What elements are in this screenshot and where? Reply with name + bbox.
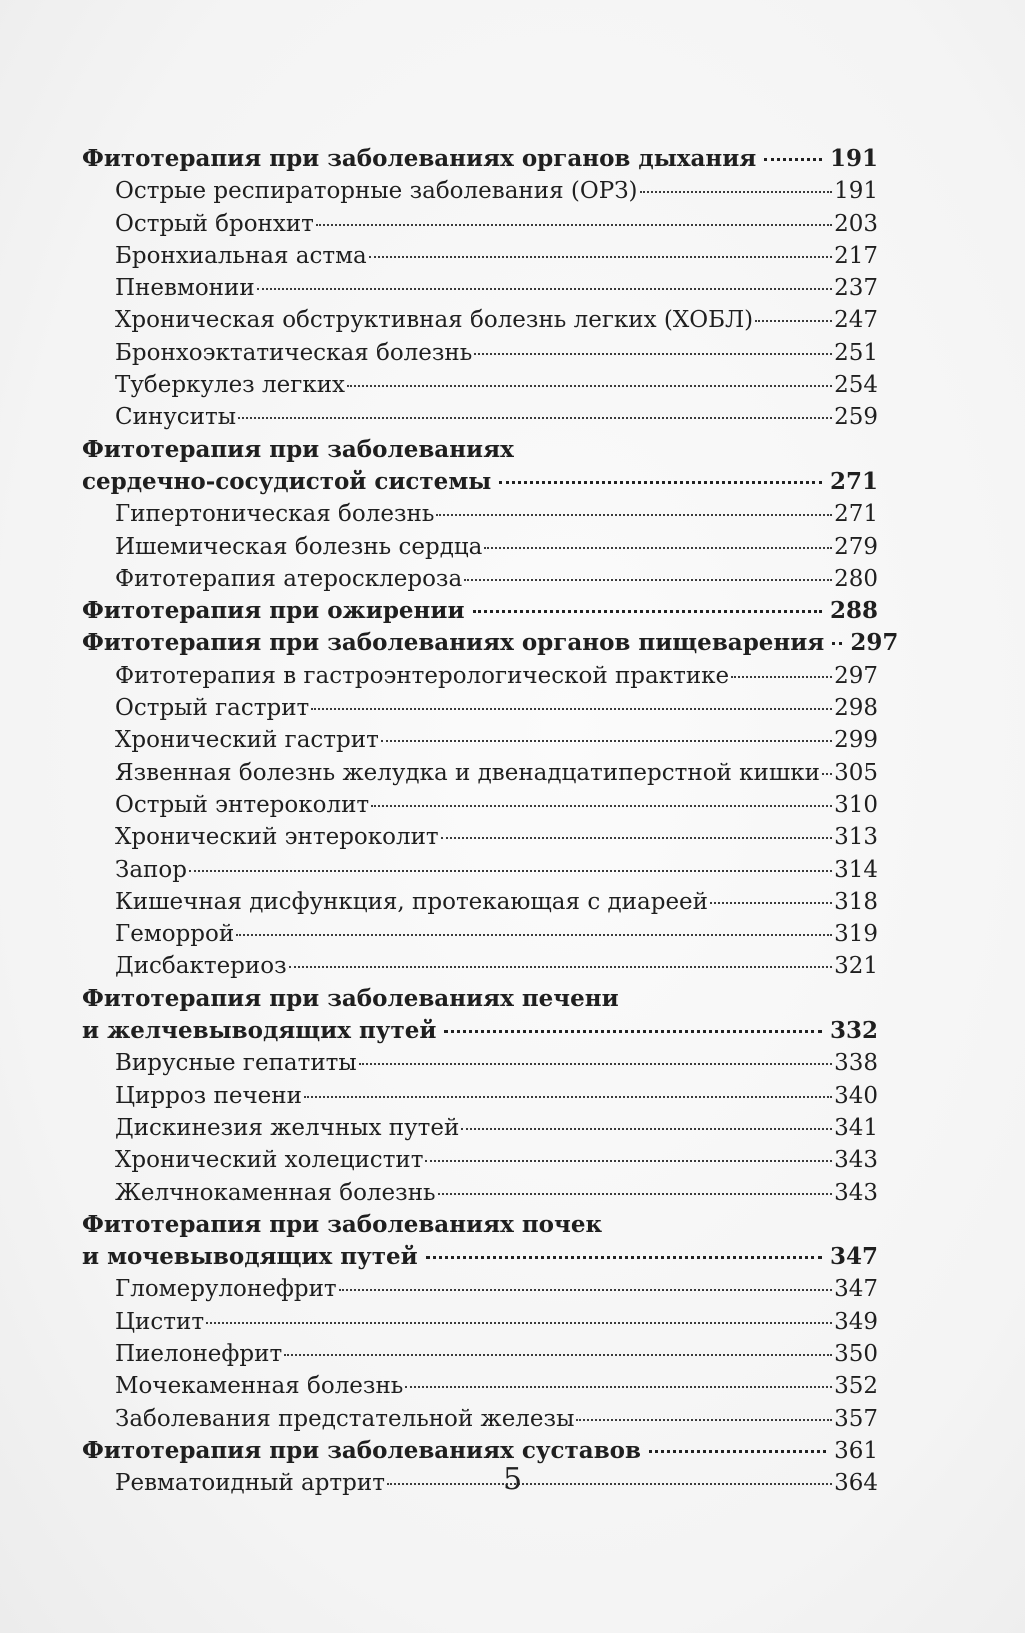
- dot-leader: [304, 1096, 832, 1098]
- toc-entry-title: Заболевания предстательной железы: [115, 1405, 575, 1432]
- toc-entry-page: 299: [834, 727, 878, 754]
- dot-leader: [436, 514, 832, 516]
- toc-entry-title: Туберкулез легких: [115, 372, 345, 399]
- dot-leader: [444, 1030, 822, 1033]
- toc-entry: [82, 627, 899, 659]
- toc-entry: [82, 1403, 878, 1435]
- toc-entry-page: 314: [834, 856, 878, 883]
- toc-entry: [82, 208, 878, 240]
- toc-entry-title: Фитотерапия при заболеваниях печени: [82, 984, 619, 1012]
- toc-entry-page: 343: [834, 1147, 878, 1174]
- toc-entry: [82, 498, 878, 530]
- dot-leader: [832, 642, 842, 645]
- toc-entry-page: 217: [834, 242, 878, 269]
- toc-entry-title: Острый энтероколит: [115, 791, 370, 818]
- toc-entry: [82, 1177, 878, 1209]
- toc-entry: [82, 950, 878, 982]
- toc-entry-page: 254: [834, 372, 878, 399]
- toc-entry-page: 298: [834, 695, 878, 722]
- toc-entry-title: Синуситы: [115, 404, 237, 431]
- toc-entry: [82, 1047, 878, 1079]
- dot-leader: [576, 1419, 832, 1421]
- toc-entry-page: 297: [834, 662, 878, 689]
- toc-entry-title: Хронический гастрит: [115, 727, 379, 754]
- dot-leader: [755, 320, 832, 322]
- dot-leader: [484, 547, 832, 549]
- toc-entry-title: Дискинезия желчных путей: [115, 1114, 460, 1141]
- dot-leader: [731, 676, 832, 678]
- toc-entry-title: Бронхиальная астма: [115, 242, 367, 269]
- toc-entry-title: Фитотерапия при заболеваниях органов пищеварения: [82, 629, 825, 657]
- toc-entry: [82, 1306, 878, 1338]
- toc-entry-page: 347: [834, 1276, 878, 1303]
- toc-entry-page: 247: [834, 307, 878, 334]
- toc-entry-page: 332: [829, 1017, 878, 1045]
- dot-leader: [473, 610, 822, 613]
- dot-leader: [474, 353, 832, 355]
- dot-leader: [426, 1256, 822, 1259]
- toc-entry: [82, 337, 878, 369]
- toc-entry-title: Желчнокаменная болезнь: [115, 1179, 436, 1206]
- toc-entry: [82, 143, 878, 175]
- dot-leader: [236, 934, 832, 936]
- toc-entry: [82, 304, 878, 336]
- toc-entry-title: Хроническая обструктивная болезнь легких (ХОБЛ): [115, 307, 754, 334]
- dot-leader: [461, 1128, 832, 1130]
- toc-entry: [82, 1209, 878, 1241]
- toc-entry-page: 288: [829, 597, 878, 625]
- toc-entry-page: 338: [834, 1050, 878, 1077]
- dot-leader: [371, 805, 832, 807]
- dot-leader: [359, 1063, 832, 1065]
- dot-leader: [405, 1386, 832, 1388]
- toc-entry: [82, 531, 878, 563]
- toc-entry: [82, 1144, 878, 1176]
- toc-entry-title: Мочекаменная болезнь: [115, 1373, 404, 1400]
- toc-entry: [82, 175, 878, 207]
- toc-entry-page: 251: [834, 339, 878, 366]
- toc-entry-title: Хронический холецистит: [115, 1147, 424, 1174]
- dot-leader: [238, 417, 832, 419]
- dot-leader: [464, 579, 832, 581]
- toc-entry-page: 259: [834, 404, 878, 431]
- table-of-contents: [82, 143, 899, 1499]
- toc-entry-title: Язвенная болезнь желудка и двенадцатиперстной кишки: [115, 759, 820, 786]
- toc-entry-page: 319: [834, 921, 878, 948]
- toc-entry-title: и желчевыводящих путей: [82, 1017, 437, 1045]
- toc-entry-page: 340: [834, 1082, 878, 1109]
- toc-entry-page: 361: [834, 1437, 878, 1464]
- toc-entry-title: Острые респираторные заболевания (ОРЗ): [115, 178, 638, 205]
- dot-leader: [640, 191, 833, 193]
- toc-entry-title: Фитотерапия при заболеваниях суставов: [82, 1436, 642, 1464]
- toc-entry-page: 341: [834, 1114, 878, 1141]
- dot-leader: [425, 1160, 832, 1162]
- toc-entry-title: Цирроз печени: [115, 1082, 302, 1109]
- toc-entry-title: Хронический энтероколит: [115, 824, 439, 851]
- dot-leader: [649, 1450, 826, 1453]
- dot-leader: [381, 740, 832, 742]
- toc-entry-title: Фитотерапия при ожирении: [82, 597, 465, 625]
- toc-entry-title: Цистит: [115, 1308, 205, 1335]
- toc-entry: [82, 854, 878, 886]
- dot-leader: [764, 158, 822, 161]
- toc-entry-title: Фитотерапия в гастроэнтерологической практике: [115, 662, 730, 689]
- toc-entry-title: Дисбактериоз: [115, 953, 287, 980]
- toc-entry: [82, 918, 878, 950]
- dot-leader: [316, 224, 832, 226]
- dot-leader: [257, 288, 832, 290]
- toc-entry-page: 343: [834, 1179, 878, 1206]
- dot-leader: [710, 902, 832, 904]
- toc-entry: [82, 724, 878, 756]
- toc-entry-title: Геморрой: [115, 921, 235, 948]
- dot-leader: [822, 773, 832, 775]
- toc-entry-page: 310: [834, 791, 878, 818]
- toc-entry-title: сердечно-сосудистой системы: [82, 467, 492, 495]
- toc-entry: [82, 983, 878, 1015]
- toc-entry-page: 364: [834, 1470, 878, 1497]
- toc-entry-title: Острый гастрит: [115, 695, 310, 722]
- toc-entry-page: 191: [834, 178, 878, 205]
- toc-entry-title: Пиелонефрит: [115, 1340, 283, 1367]
- page-number: 5: [502, 1462, 523, 1497]
- toc-entry-title: Фитотерапия при заболеваниях органов дыхания: [82, 145, 757, 172]
- toc-entry-title: Острый бронхит: [115, 210, 314, 237]
- toc-entry-page: 191: [829, 145, 878, 172]
- toc-entry: [82, 272, 878, 304]
- toc-entry-title: Гипертоническая болезнь: [115, 501, 435, 528]
- toc-entry-page: 305: [834, 759, 878, 786]
- toc-entry-page: 313: [834, 824, 878, 851]
- toc-entry: [82, 1241, 878, 1273]
- toc-entry: [82, 1338, 878, 1370]
- dot-leader: [369, 256, 832, 258]
- dot-leader: [441, 837, 832, 839]
- toc-entry: [82, 692, 878, 724]
- dot-leader: [438, 1193, 833, 1195]
- toc-entry-page: 271: [834, 501, 878, 528]
- toc-entry: [82, 563, 878, 595]
- toc-entry-title: Запор: [115, 856, 187, 883]
- toc-entry-page: 297: [850, 629, 899, 657]
- toc-entry-page: 203: [834, 210, 878, 237]
- toc-entry-page: 352: [834, 1373, 878, 1400]
- dot-leader: [339, 1289, 832, 1291]
- dot-leader: [284, 1354, 832, 1356]
- toc-entry-title: Пневмонии: [115, 275, 255, 302]
- toc-entry: [82, 789, 878, 821]
- dot-leader: [289, 966, 832, 968]
- toc-entry-title: Фитотерапия атеросклероза: [115, 565, 463, 592]
- toc-entry: [82, 466, 878, 498]
- toc-entry: [82, 240, 878, 272]
- dot-leader: [499, 481, 822, 484]
- toc-entry-title: Вирусные гепатиты: [115, 1050, 357, 1077]
- toc-entry-page: 357: [834, 1405, 878, 1432]
- toc-entry-title: Ревматоидный артрит: [115, 1470, 385, 1497]
- toc-entry: [82, 757, 878, 789]
- dot-leader: [347, 385, 832, 387]
- toc-entry: [82, 1015, 878, 1047]
- toc-entry-page: 271: [829, 467, 878, 495]
- toc-entry: [82, 886, 878, 918]
- toc-entry: [82, 1080, 878, 1112]
- toc-entry-title: Бронхоэктатическая болезнь: [115, 339, 473, 366]
- toc-entry-title: и мочевыводящих путей: [82, 1243, 418, 1271]
- toc-entry-title: Фитотерапия при заболеваниях почек: [82, 1210, 603, 1238]
- dot-leader: [206, 1322, 832, 1324]
- dot-leader: [311, 708, 832, 710]
- toc-entry-title: Гломерулонефрит: [115, 1276, 337, 1303]
- toc-entry: [82, 1273, 878, 1305]
- toc-entry-page: 279: [834, 533, 878, 560]
- toc-entry: [82, 595, 878, 627]
- toc-entry: [82, 660, 878, 692]
- dot-leader: [189, 870, 832, 872]
- toc-entry-page: 237: [834, 275, 878, 302]
- toc-entry: [82, 369, 878, 401]
- toc-entry-title: Кишечная дисфункция, протекающая с диареей: [115, 888, 708, 915]
- toc-entry: [82, 1112, 878, 1144]
- toc-entry: [82, 821, 878, 853]
- toc-entry-page: 347: [829, 1243, 878, 1271]
- toc-entry-page: 349: [834, 1308, 878, 1335]
- toc-entry: [82, 401, 878, 433]
- toc-entry-page: 321: [834, 953, 878, 980]
- toc-entry-page: 350: [834, 1340, 878, 1367]
- toc-entry: [82, 1370, 878, 1402]
- toc-entry-page: 280: [834, 565, 878, 592]
- toc-entry-title: Фитотерапия при заболеваниях: [82, 435, 514, 463]
- toc-entry: [82, 434, 878, 466]
- toc-entry-title: Ишемическая болезнь сердца: [115, 533, 483, 560]
- toc-entry-page: 318: [834, 888, 878, 915]
